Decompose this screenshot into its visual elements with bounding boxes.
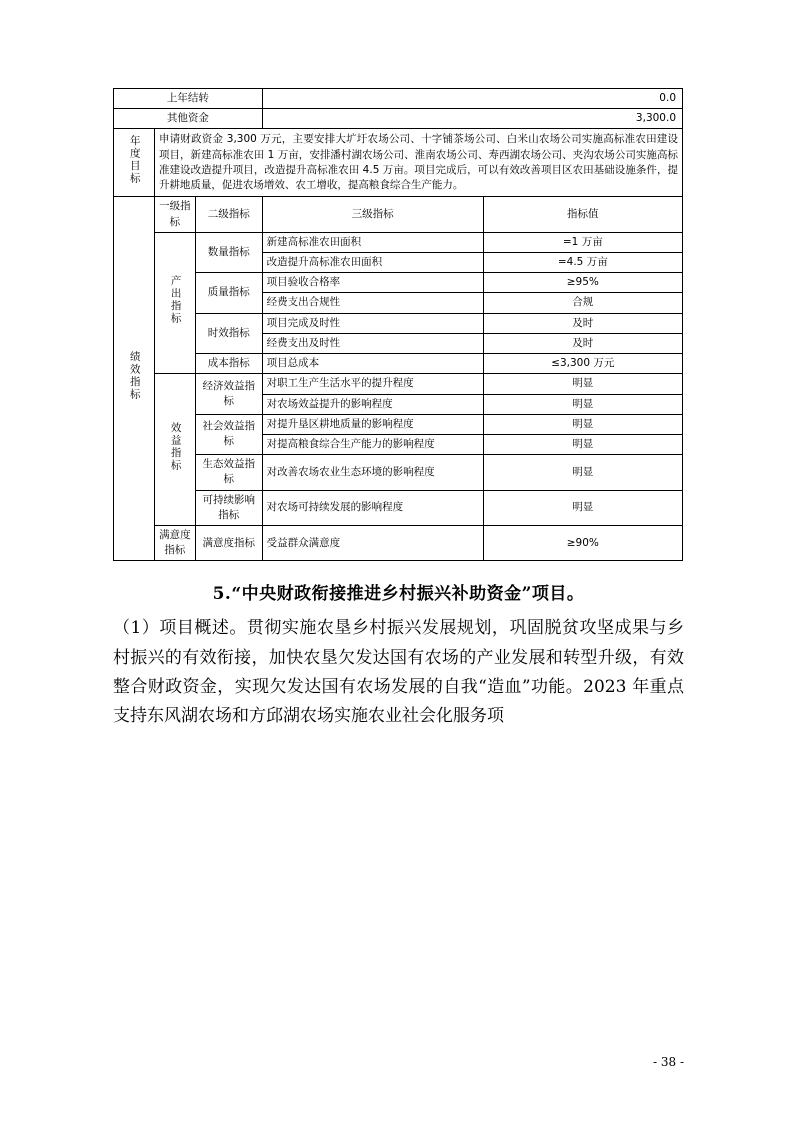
indicator-name: 项目完成及时性 <box>262 313 483 333</box>
performance-table <box>113 88 683 561</box>
annual-goal-label: 年度目标 <box>114 129 155 197</box>
indicator-value: ≥95% <box>483 273 682 293</box>
group-satisfaction-label: 满意度指标 <box>154 526 195 561</box>
table-row <box>114 374 683 394</box>
indicator-name: 对农场效益提升的影响程度 <box>262 394 483 414</box>
indicator-value: ≤3,300 万元 <box>483 354 682 374</box>
performance-indicator-label: 绩效指标 <box>114 197 155 561</box>
indicator-value: 明显 <box>483 455 682 490</box>
group-output-label: 产出指标 <box>154 232 195 374</box>
subgroup-timeliness-label: 时效指标 <box>195 313 262 353</box>
indicator-name: 对改善农场农业生态环境的影响程度 <box>262 455 483 490</box>
section-heading: 5.“中央财政衔接推进乡村振兴补助资金”项目。 <box>212 584 585 605</box>
indicator-value: 明显 <box>483 394 682 414</box>
other-funds-value: 3,300.0 <box>262 109 682 129</box>
table-row <box>114 455 683 490</box>
subgroup-economic-label: 经济效益指标 <box>195 374 262 414</box>
indicator-value: =1 万亩 <box>483 232 682 252</box>
table-row <box>114 313 683 333</box>
subgroup-cost-label: 成本指标 <box>195 354 262 374</box>
header-value: 指标值 <box>483 197 682 232</box>
annual-goal-row <box>114 129 683 197</box>
indicator-name: 经费支出合规性 <box>262 293 483 313</box>
indicator-value: 及时 <box>483 333 682 353</box>
indicator-name: 对农场可持续发展的影响程度 <box>262 490 483 525</box>
subgroup-social-label: 社会效益指标 <box>195 414 262 454</box>
carryover-label: 上年结转 <box>114 89 263 109</box>
header-level1: 一级指标 <box>154 197 195 232</box>
section-paragraph: （1）项目概述。贯彻实施农垦乡村振兴发展规划，巩固脱贫攻坚成果与乡村振兴的有效衔接，加快农垦欠发达国有农场的产业发展和转型升级，有效整合财政资金，实现欠发达国有农场发展的自我“造血”功能。2023 年重点支持东风湖农场和方邱湖农场实施农业社会化服务项 <box>113 618 684 727</box>
subgroup-quality-label: 质量指标 <box>195 273 262 313</box>
indicator-name: 新建高标准农田面积 <box>262 232 483 252</box>
indicator-name: 对提升垦区耕地质量的影响程度 <box>262 414 483 434</box>
indicator-header-row <box>114 197 683 232</box>
subgroup-quantity-label: 数量指标 <box>195 232 262 272</box>
indicator-value: 明显 <box>483 374 682 394</box>
table-row <box>114 526 683 561</box>
indicator-value: 合规 <box>483 293 682 313</box>
indicator-value: 明显 <box>483 414 682 434</box>
table-row <box>114 89 683 109</box>
subgroup-satisfaction-label: 满意度指标 <box>195 526 262 561</box>
indicator-name: 对提高粮食综合生产能力的影响程度 <box>262 434 483 454</box>
table-row <box>114 273 683 293</box>
subgroup-ecological-label: 生态效益指标 <box>195 455 262 490</box>
indicator-name: 受益群众满意度 <box>262 526 483 561</box>
indicator-value: 明显 <box>483 434 682 454</box>
subgroup-sustainability-label: 可持续影响指标 <box>195 490 262 525</box>
annual-goal-text: 申请财政资金 3,300 万元，主要安排大圹圩农场公司、十字铺茶场公司、白米山农场公司实施高标准农田建设项目，新建高标准农田 1 万亩，安排潘村湖农场公司、淮南农场公司、寿西湖农场公司、夹沟农场公司实施高标准建设改造提升项目，改造提升高标准农田 4.5 万亩。项目完成后，可以有效改善项目区农田基础设施条件，提升耕地质量，促进农场增效、农工增收，提高粮食综合生产能力。 <box>154 129 682 197</box>
table-row <box>114 354 683 374</box>
header-level3: 三级指标 <box>262 197 483 232</box>
indicator-name: 对职工生产生活水平的提升程度 <box>262 374 483 394</box>
table-row <box>114 490 683 525</box>
indicator-value: 及时 <box>483 313 682 333</box>
other-funds-label: 其他资金 <box>114 109 263 129</box>
carryover-value: 0.0 <box>262 89 682 109</box>
table-row <box>114 109 683 129</box>
indicator-name: 项目验收合格率 <box>262 273 483 293</box>
indicator-name: 经费支出及时性 <box>262 333 483 353</box>
table-row <box>114 414 683 434</box>
table-row <box>114 232 683 252</box>
group-benefit-label: 效益指标 <box>154 374 195 526</box>
indicator-value: 明显 <box>483 490 682 525</box>
indicator-value: =4.5 万亩 <box>483 252 682 272</box>
indicator-value: ≥90% <box>483 526 682 561</box>
indicator-name: 改造提升高标准农田面积 <box>262 252 483 272</box>
page-number: - 38 - <box>652 1055 684 1069</box>
indicator-name: 项目总成本 <box>262 354 483 374</box>
header-level2: 二级指标 <box>195 197 262 232</box>
